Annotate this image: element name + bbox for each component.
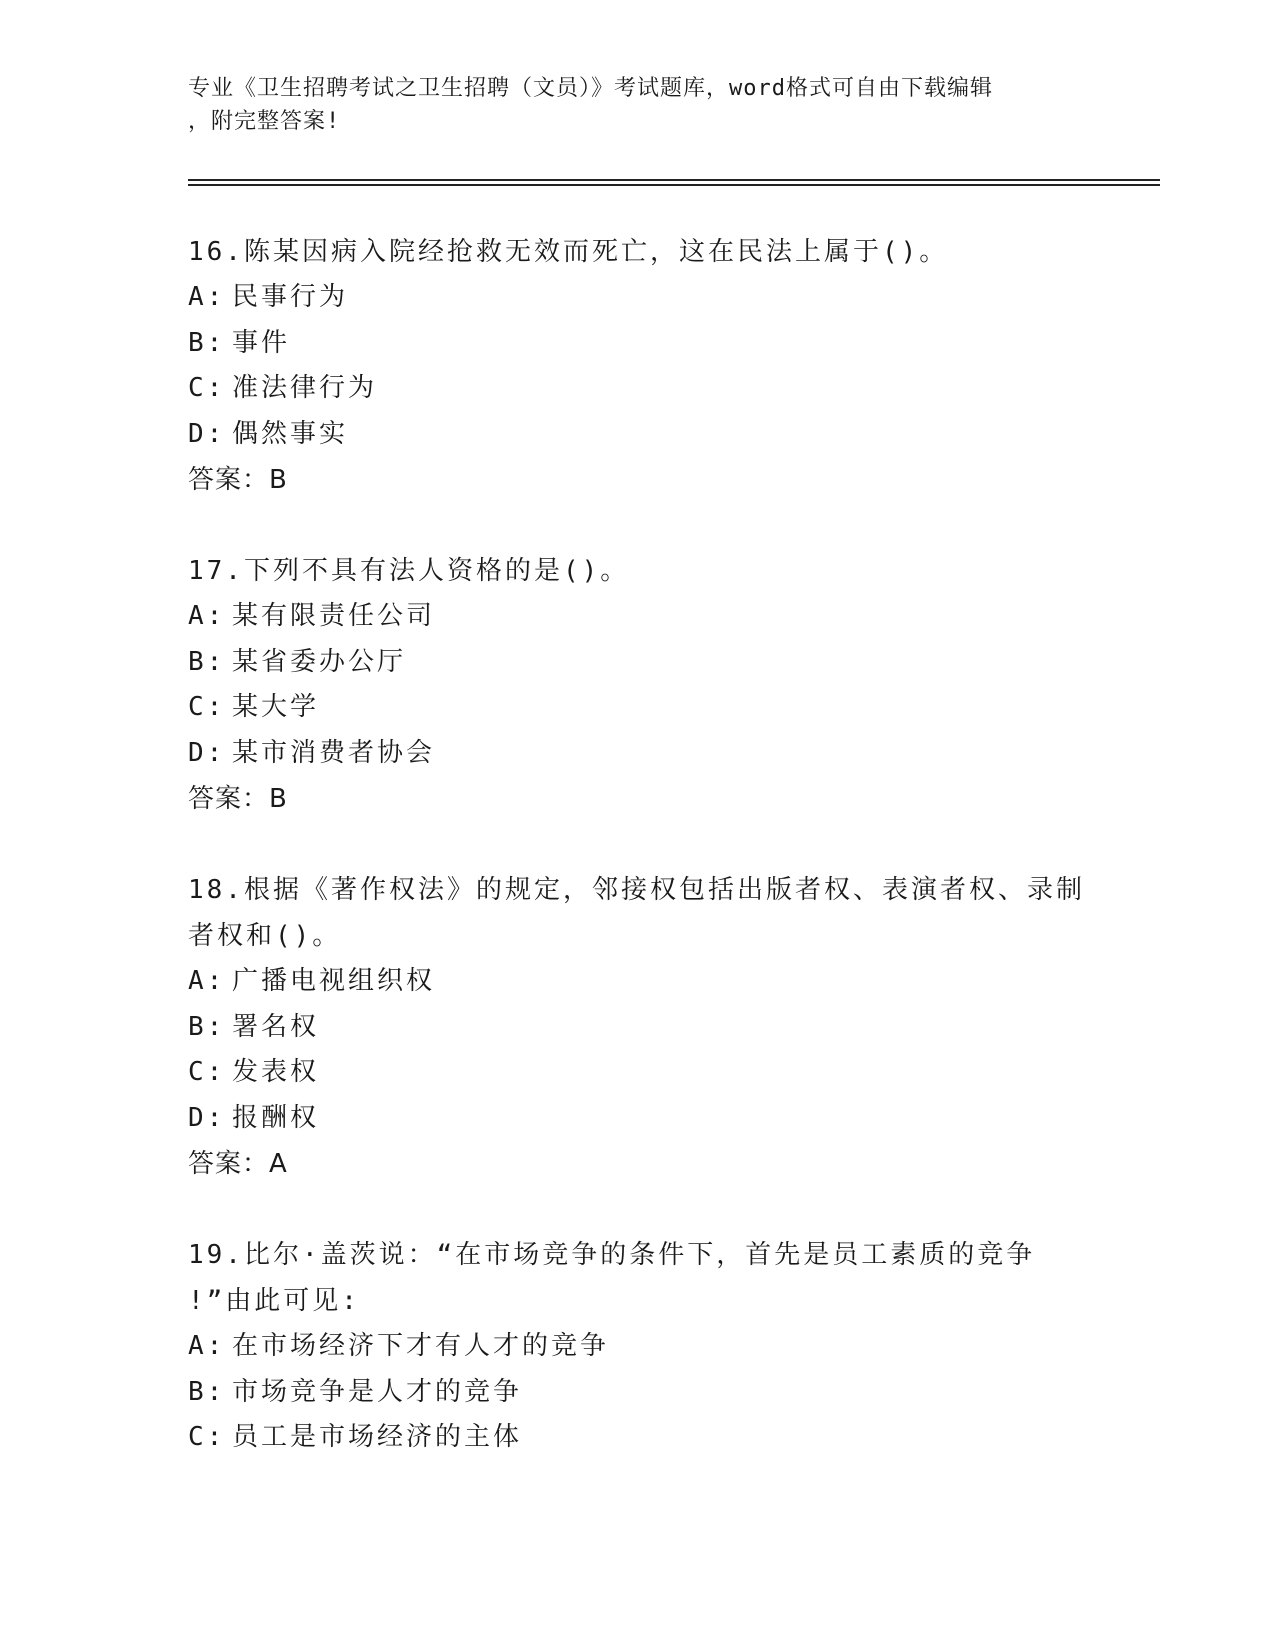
option-d (188, 731, 1118, 777)
option-text: 在市场经济下才有人才的竞争 (232, 1331, 610, 1361)
option-text: 事件 (232, 327, 291, 358)
question-text (244, 867, 1118, 913)
header-line-1: 专业《卫生招聘考试之卫生招聘（文员）》考试题库，word格式可自由下载编辑 (188, 76, 993, 101)
option-text: 准法律行为 (232, 373, 378, 403)
question-stem-continued (188, 1278, 1118, 1324)
option-letter: A: (188, 1331, 226, 1361)
option-b (188, 1370, 1118, 1416)
question-18 (188, 867, 1118, 1187)
answer-line: 答案：B (188, 784, 288, 814)
question-stem (188, 229, 1118, 275)
option-letter: B: (188, 1376, 226, 1407)
option-c (188, 1050, 1118, 1096)
question-text (244, 1232, 1118, 1278)
option-c (188, 366, 1118, 412)
question-text-line: 比尔·盖茨说：“在市场竞争的条件下，首先是员工素质的竞争 (243, 1240, 1036, 1270)
option-letter: A: (188, 966, 226, 996)
option-d (188, 412, 1118, 458)
question-number: 16. (188, 237, 244, 267)
option-letter: A: (188, 282, 226, 312)
option-text: 员工是市场经济的主体 (232, 1422, 523, 1452)
option-a (188, 275, 1118, 321)
option-text: 报酬权 (232, 1102, 320, 1133)
question-16 (188, 229, 1118, 503)
option-letter: B: (188, 1011, 226, 1042)
option-letter: D: (188, 1102, 226, 1133)
header-divider-bottom (188, 184, 1160, 186)
option-text: 偶然事实 (232, 418, 349, 449)
question-text (244, 229, 1118, 275)
option-c (188, 685, 1118, 731)
header-divider-top (188, 179, 1160, 181)
header-line-2: ，附完整答案! (188, 109, 341, 134)
option-text: 某大学 (232, 692, 320, 722)
option-text: 民事行为 (232, 282, 349, 312)
option-text: 某有限责任公司 (232, 601, 436, 631)
question-stem (188, 867, 1118, 913)
option-b (188, 321, 1118, 367)
question-stem (188, 548, 1118, 594)
question-19 (188, 1232, 1118, 1461)
option-letter: C: (188, 1422, 226, 1452)
option-b (188, 640, 1118, 686)
option-letter: C: (188, 692, 226, 722)
question-text-line: !”由此可见: (188, 1286, 360, 1316)
option-letter: A: (188, 601, 226, 631)
option-a (188, 594, 1118, 640)
option-a (188, 959, 1118, 1005)
option-text: 发表权 (232, 1057, 320, 1087)
question-list (188, 229, 1118, 1506)
option-text: 广播电视组织权 (232, 966, 436, 996)
option-letter: B: (188, 646, 226, 677)
option-letter: C: (188, 373, 226, 403)
document-header (188, 72, 1088, 138)
option-letter: C: (188, 1057, 226, 1087)
option-text: 某省委办公厅 (232, 646, 407, 677)
option-letter: B: (188, 327, 226, 358)
option-text: 某市消费者协会 (232, 737, 436, 768)
question-text-line: 陈某因病入院经抢救无效而死亡，这在民法上属于()。 (243, 237, 949, 267)
option-d (188, 1096, 1118, 1142)
question-stem-continued (188, 913, 1118, 959)
option-b (188, 1005, 1118, 1051)
answer-line: 答案：A (188, 1149, 288, 1179)
question-number: 17. (188, 556, 244, 586)
question-text-line: 者权和()。 (188, 921, 342, 951)
question-stem (188, 1232, 1118, 1278)
question-text (244, 548, 1118, 594)
question-number: 18. (188, 875, 244, 905)
option-c (188, 1415, 1118, 1461)
option-text: 署名权 (232, 1011, 320, 1042)
question-17 (188, 548, 1118, 822)
question-text-line: 下列不具有法人资格的是()。 (243, 556, 630, 586)
answer-line: 答案：B (188, 465, 288, 495)
option-text: 市场竞争是人才的竞争 (232, 1376, 523, 1407)
question-text-line: 根据《著作权法》的规定，邻接权包括出版者权、表演者权、录制 (243, 875, 1085, 905)
option-a (188, 1324, 1118, 1370)
question-number: 19. (188, 1240, 244, 1270)
option-letter: D: (188, 418, 226, 449)
option-letter: D: (188, 737, 226, 768)
